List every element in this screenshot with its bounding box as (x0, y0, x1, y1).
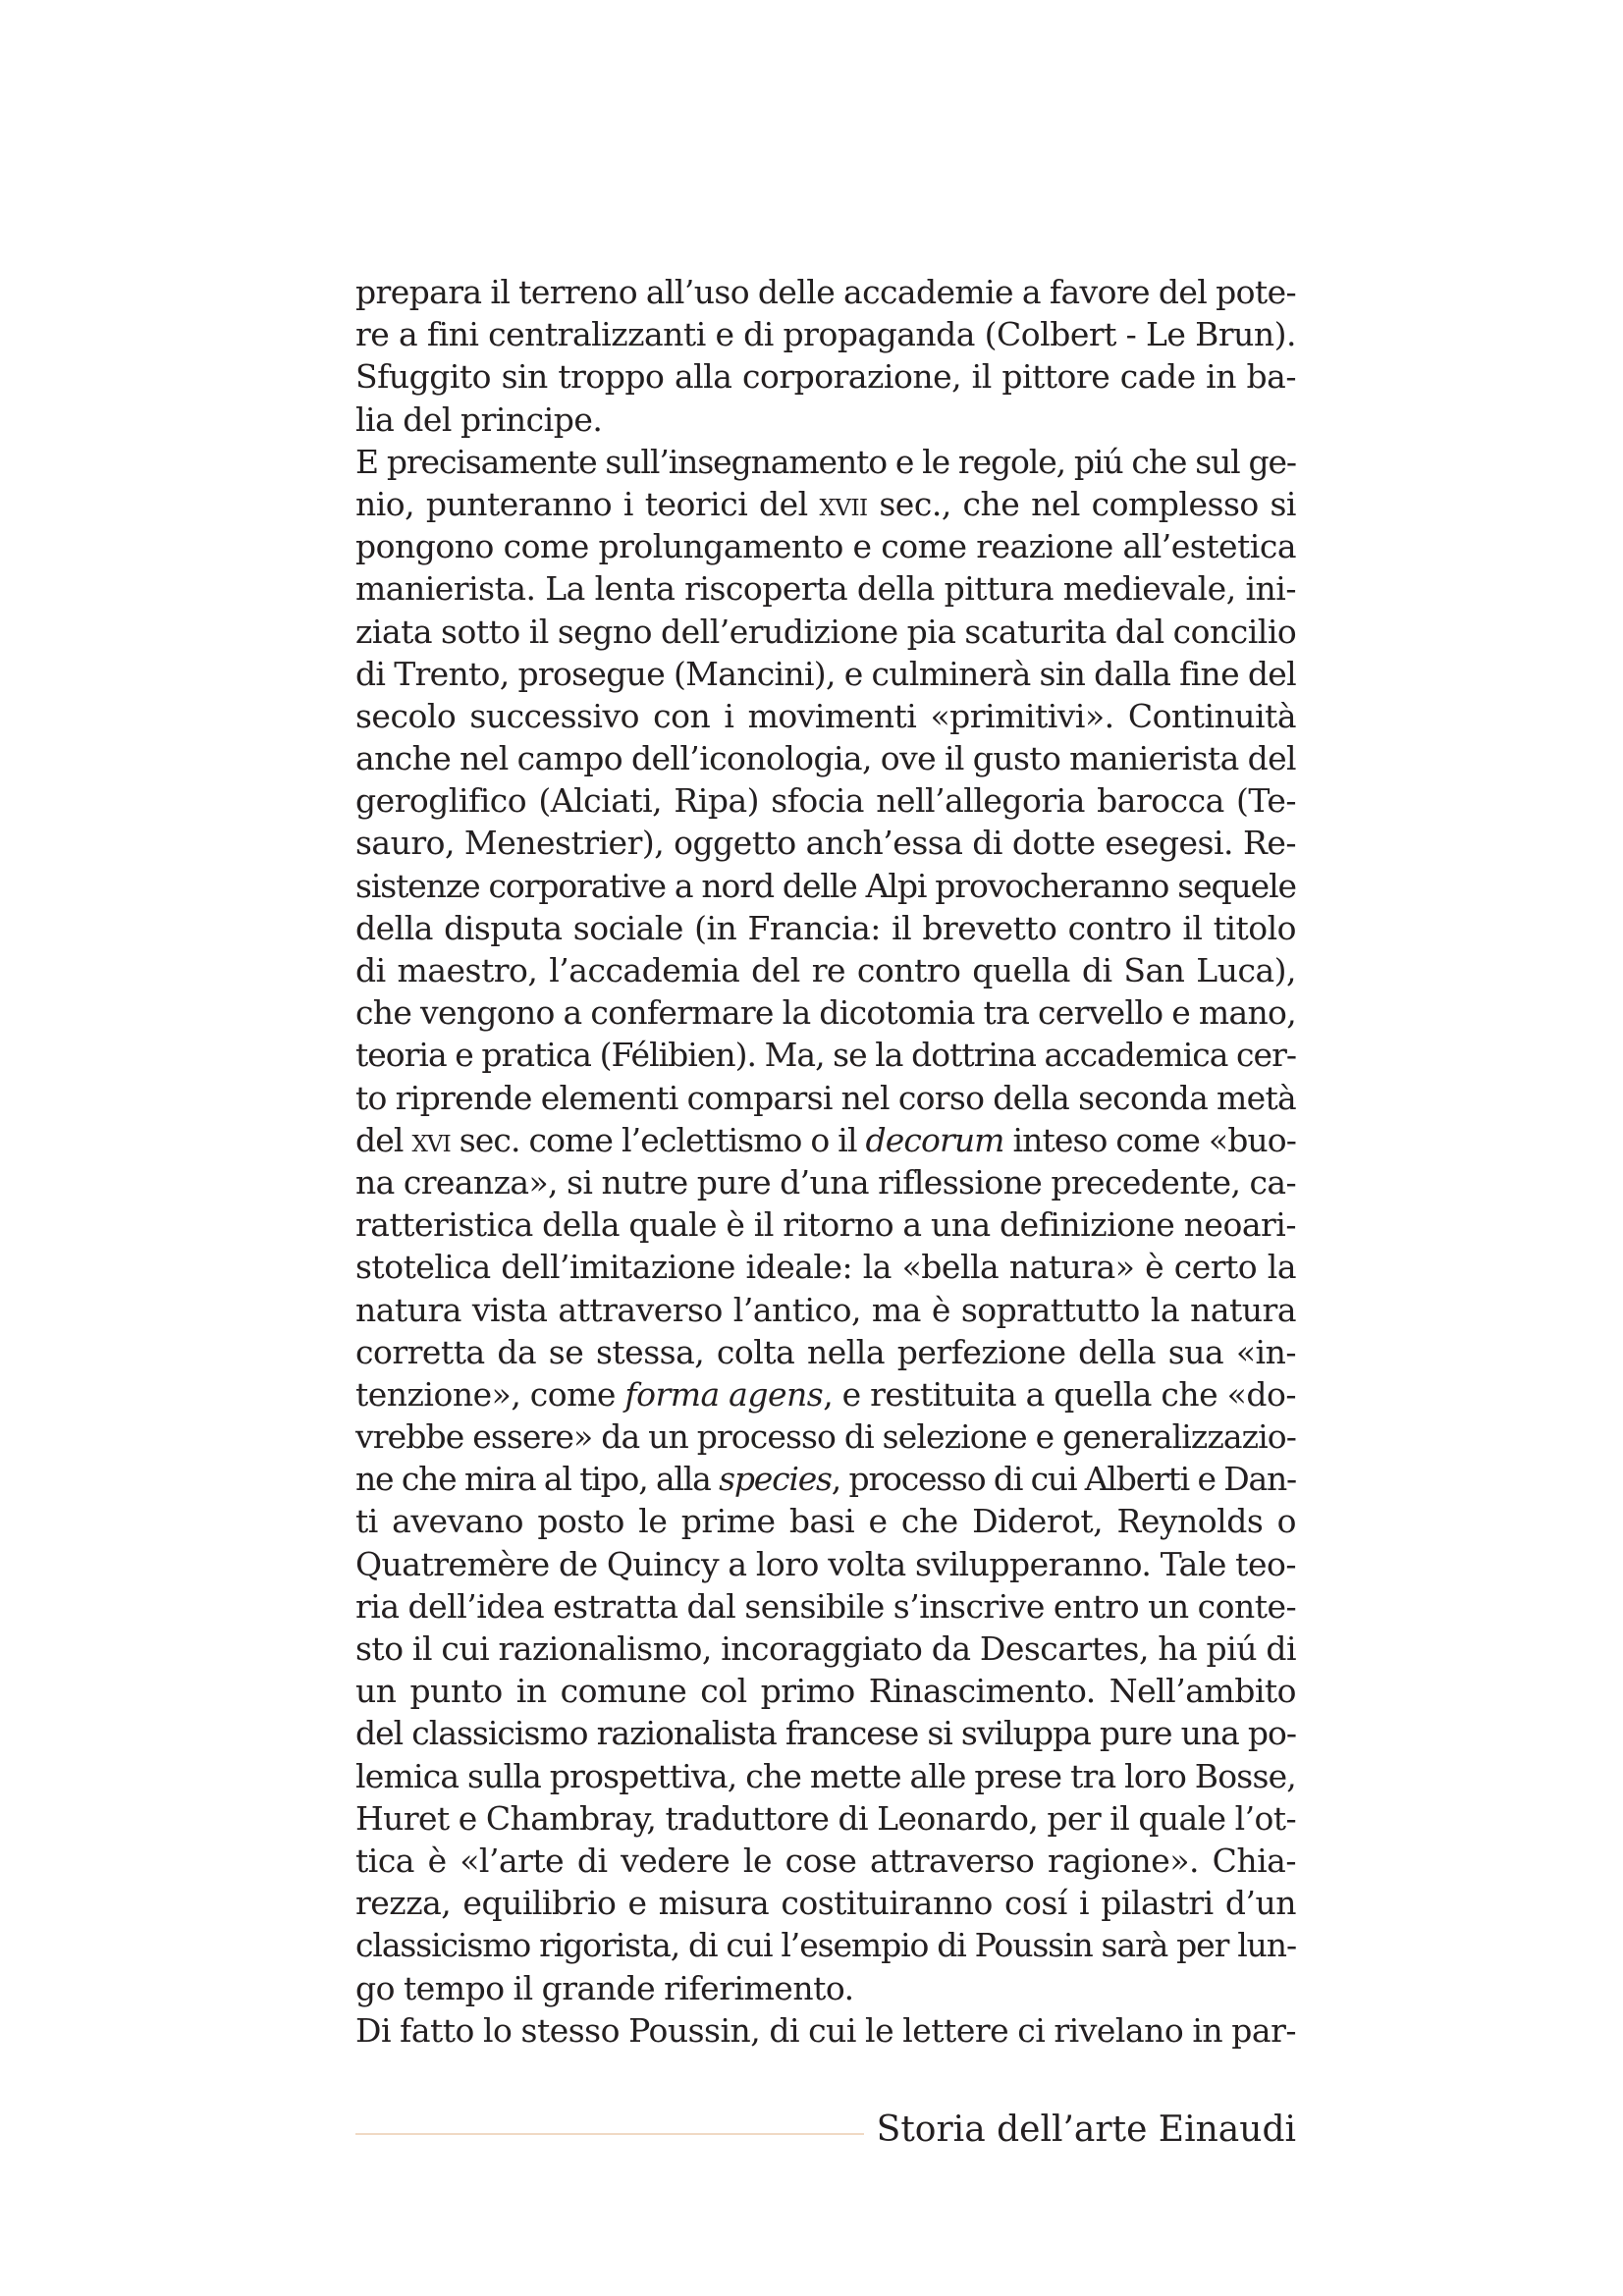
text-line: geroglifico (Alciati, Ripa) sfocia nell’allegoria barocca (Te- (355, 781, 1296, 821)
text-line: della disputa sociale (in Francia: il brevetto contro il titolo (355, 908, 1296, 947)
text-line: del classicismo razionalista francese si sviluppa pure una po- (355, 1714, 1296, 1753)
italic-term: decorum (865, 1120, 1004, 1159)
text-line: vrebbe essere» da un processo di selezione e generalizzazio- (355, 1417, 1296, 1457)
text-line: pongono come prolungamento e come reazione all’estetica (355, 527, 1296, 566)
text-line: ne che mira al tipo, alla species, processo di cui Alberti e Dan- (355, 1460, 1296, 1499)
text-line: re a fini centralizzanti e di propaganda (Colbert - Le Brun). (355, 315, 1296, 354)
text-line: Huret e Chambray, traduttore di Leonardo, per il quale l’ot- (355, 1798, 1296, 1838)
century-numeral: xvi (411, 1120, 451, 1159)
text-line: sto il cui razionalismo, incoraggiato da Descartes, ha piú di (355, 1629, 1296, 1668)
text-line: teoria e pratica (Félibien). Ma, se la dottrina accademica cer- (355, 1036, 1296, 1075)
text-line: secolo successivo con i movimenti «primitivi». Continuità (355, 696, 1296, 735)
text-line: sistenze corporative a nord delle Alpi provocheranno sequele (355, 866, 1296, 905)
text-line: ratteristica della quale è il ritorno a una definizione neoari- (355, 1205, 1296, 1245)
text-line: Quatremère de Quincy a loro volta svilupperanno. Tale teo- (355, 1544, 1296, 1583)
text-line: di Trento, prosegue (Mancini), e culminerà sin dalla fine del (355, 654, 1296, 693)
text-line: classicismo rigorista, di cui l’esempio di Poussin sarà per lun- (355, 1926, 1296, 1965)
text-line: un punto in comune col primo Rinascimento. Nell’ambito (355, 1672, 1296, 1711)
italic-term: species (719, 1460, 832, 1499)
text-line: lemica sulla prospettiva, che mette alle prese tra loro Bosse, (355, 1756, 1296, 1795)
text-line: corretta da se stessa, colta nella perfezione della sua «in- (355, 1332, 1296, 1371)
text-line: Di fatto lo stesso Poussin, di cui le lettere ci rivelano in par- (355, 2010, 1296, 2050)
text-line: sauro, Menestrier), oggetto anch’essa di dotte esegesi. Re- (355, 824, 1296, 863)
footer-rule (355, 2133, 864, 2135)
text-line: ria dell’idea estratta dal sensibile s’inscrive entro un conte- (355, 1586, 1297, 1626)
footer-title: Storia dell’arte Einaudi (876, 2109, 1296, 2150)
text-line: tica è «l’arte di vedere le cose attraverso ragione». Chia- (355, 1841, 1296, 1880)
text-line: natura vista attraverso l’antico, ma è soprattutto la natura (355, 1290, 1296, 1329)
text-line: ziata sotto il segno dell’erudizione pia scaturita dal concilio (355, 612, 1297, 651)
text-line: go tempo il grande riferimento. (355, 1968, 854, 2007)
text-line: nio, punteranno i teorici del xvii sec., che nel complesso si (355, 484, 1296, 523)
text-line: prepara il terreno all’uso delle accademie a favore del pote- (355, 273, 1297, 311)
text-line: to riprende elementi comparsi nel corso della seconda metà (355, 1078, 1296, 1117)
text-line: manierista. La lenta riscoperta della pittura medievale, ini- (355, 569, 1296, 609)
text-line: di maestro, l’accademia del re contro quella di San Luca), (355, 951, 1296, 989)
text-line: ti avevano posto le prime basi e che Diderot, Reynolds o (355, 1502, 1296, 1541)
text-line: stotelica dell’imitazione ideale: la «bella natura» è certo la (355, 1248, 1296, 1287)
text-line: lia del principe. (355, 400, 603, 439)
text-line: tenzione», come forma agens, e restituita a quella che «do- (355, 1374, 1296, 1414)
text-line: E precisamente sull’insegnamento e le regole, piú che sul ge- (355, 442, 1296, 481)
italic-term: forma agens (624, 1374, 824, 1414)
body-text (355, 271, 1296, 2052)
text-line: na creanza», si nutre pure d’una riflessione precedente, ca- (355, 1162, 1296, 1201)
century-numeral: xvii (819, 484, 868, 523)
text-line: rezza, equilibrio e misura costituiranno cosí i pilastri d’un (355, 1884, 1296, 1923)
text-line: del xvi sec. come l’eclettismo o il decorum inteso come «buo- (355, 1120, 1296, 1159)
text-line: Sfuggito sin troppo alla corporazione, il pittore cade in ba- (355, 357, 1296, 397)
text-line: che vengono a confermare la dicotomia tra cervello e mano, (355, 993, 1296, 1033)
text-line: anche nel campo dell’iconologia, ove il gusto manierista del (355, 739, 1296, 778)
